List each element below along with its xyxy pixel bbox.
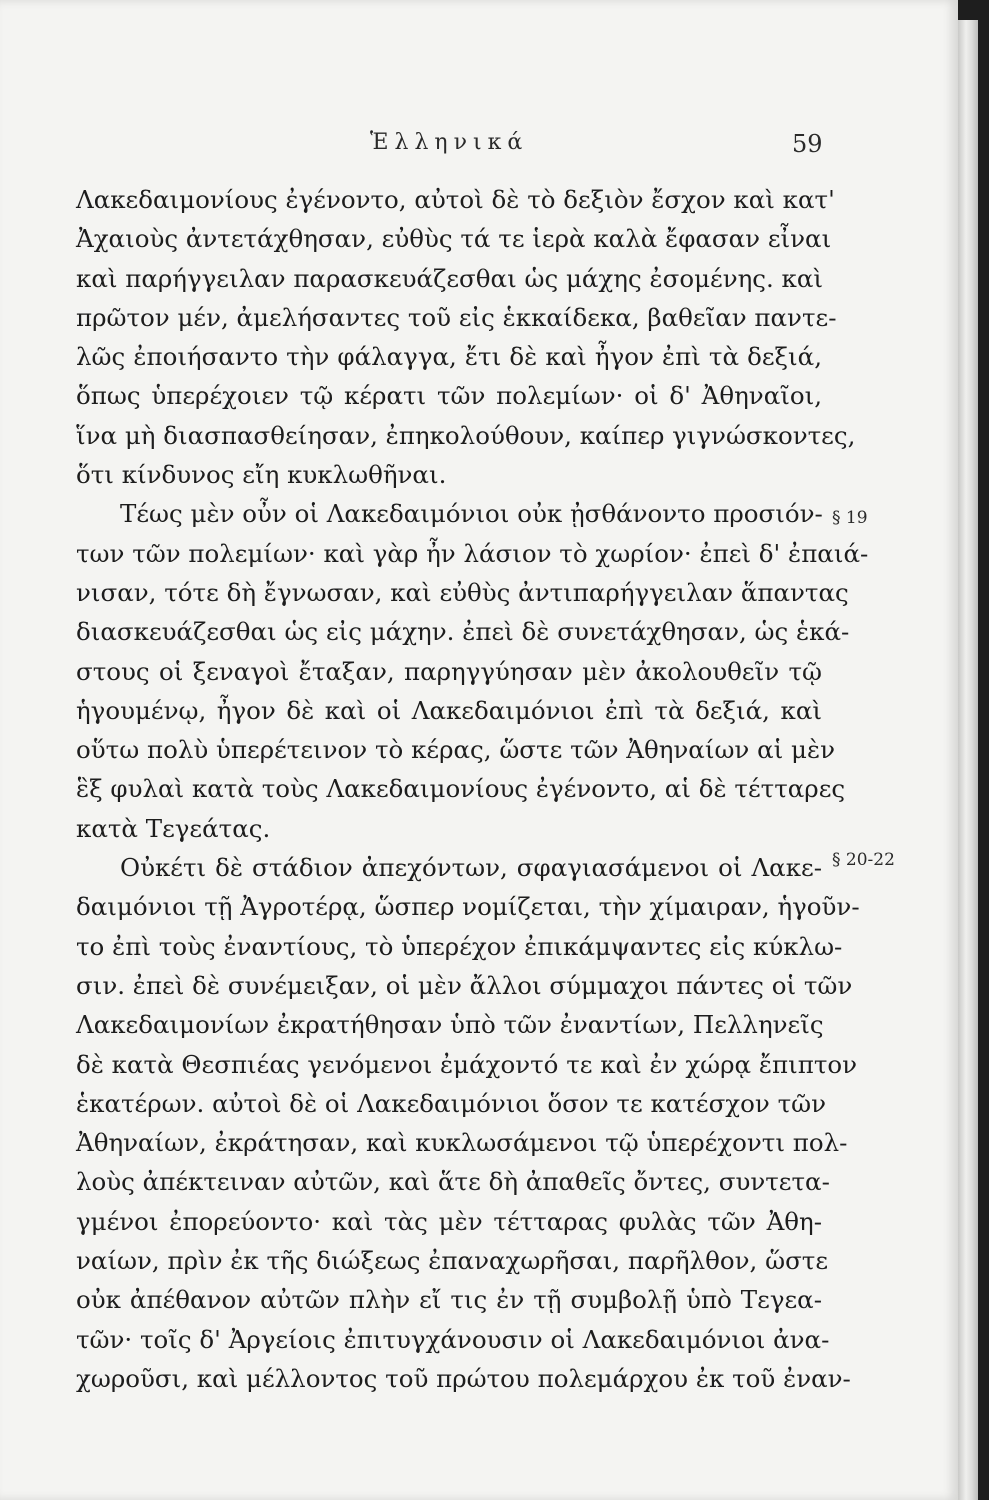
text-line: δαιμόνιοι τῇ Ἀγροτέρᾳ, ὥσπερ νομίζεται, τὴν χίμαιραν, ἡγοῦν- [76,892,860,922]
text-line: Λακεδαιμονίων ἐκρατήθησαν ὑπὸ τῶν ἐναντίων, Πελληνεῖς [76,1010,824,1040]
page-edge [958,20,978,1500]
text-line: οὕτω πολὺ ὑπερέτεινον τὸ κέρας, ὥστε τῶν Ἀθηναίων αἱ μὲν [76,735,836,765]
text-line: καὶ παρήγγειλαν παρασκευάζεσθαι ὡς μάχης ἐσομένης. καὶ [76,263,824,293]
text-line: δὲ κατὰ Θεσπιέας γενόμενοι ἐμάχοντό τε καὶ ἐν χώρᾳ ἔπιπτον [76,1049,858,1079]
running-head-title: Ἑλληνικά [370,130,529,155]
text-line: Ἀχαιοὺς ἀντετάχθησαν, εὐθὺς τά τε ἱερὰ καλὰ ἔφασαν εἶναι [76,224,832,254]
text-line: στους οἱ ξεναγοὶ ἔταξαν, παρηγγύησαν μὲν ἀκολουθεῖν τῷ [76,656,822,686]
text-line: γμένοι ἐπορεύοντο· καὶ τὰς μὲν τέτταρας φυλὰς τῶν Ἀθη- [76,1206,822,1236]
text-line: Ἀθηναίων, ἐκράτησαν, καὶ κυκλωσάμενοι τῷ ὑπερέχοντι πολ- [76,1128,848,1158]
text-line: ναίων, πρὶν ἐκ τῆς διώξεως ἐπαναχωρῆσαι, παρῆλθον, ὥστε [76,1246,829,1276]
text-line: Οὐκέτι δὲ στάδιον ἀπεχόντων, σφαγιασάμενοι οἱ Λακε- [120,853,822,883]
text-line: Τέως μὲν οὖν οἱ Λακεδαιμόνιοι οὐκ ᾐσθάνοντο προσιόν- [120,499,823,529]
text-line: ὅτι κίνδυνος εἴη κυκλωθῆναι. [76,460,447,490]
text-line: Λακεδαιμονίους ἐγένοντο, αὐτοὶ δὲ τὸ δεξιὸν ἔσχον καὶ κατ' [76,185,835,214]
text-line: ἓξ φυλαὶ κατὰ τοὺς Λακεδαιμονίους ἐγένοντο, αἱ δὲ τέτταρες [76,774,846,804]
text-line: κατὰ Τεγεάτας. [76,813,271,843]
text-line: τῶν· τοῖς δ' Ἀργείοις ἐπιτυγχάνουσιν οἱ Λακεδαιμόνιοι ἀνα- [76,1324,830,1354]
text-line: ἑκατέρων. αὐτοὶ δὲ οἱ Λακεδαιμόνιοι ὅσον τε κατέσχον τῶν [76,1088,827,1118]
text-line: χωροῦσι, καὶ μέλλοντος τοῦ πρώτου πολεμάρχου ἐκ τοῦ ἐναν- [76,1363,851,1393]
text-line: των τῶν πολεμίων· καὶ γὰρ ἦν λάσιον τὸ χωρίον· ἐπεὶ δ' ἐπαιά- [76,538,869,568]
text-line: ἵνα μὴ διασπασθείησαν, ἐπηκολούθουν, καίπερ γιγνώσκοντες, [76,420,856,450]
text-line: λοὺς ἀπέκτειναν αὐτῶν, καὶ ἅτε δὴ ἀπαθεῖς ὄντες, συντετα- [76,1167,830,1197]
text-line: ἡγουμένῳ, ἦγον δὲ καὶ οἱ Λακεδαιμόνιοι ἐπὶ τὰ δεξιά, καὶ [76,695,822,725]
margin-section-note: § 19 [832,508,868,528]
text-line: σιν. ἐπεὶ δὲ συνέμειξαν, οἱ μὲν ἄλλοι σύμμαχοι πάντες οἱ τῶν [76,970,853,1000]
running-head [0,130,958,170]
text-line: οὐκ ἀπέθανον αὐτῶν πλὴν εἴ τις ἐν τῇ συμβολῇ ὑπὸ Τεγεα- [76,1285,822,1315]
margin-section-note: § 20-22 [832,850,895,870]
text-line: νισαν, τότε δὴ ἔγνωσαν, καὶ εὐθὺς ἀντιπαρήγγειλαν ἅπαντας [76,577,849,607]
text-line: πρῶτον μέν, ἀμελήσαντες τοῦ εἰς ἑκκαίδεκα, βαθεῖαν παντε- [76,302,837,332]
page-number: 59 [792,130,823,158]
text-line: λῶς ἐποιήσαντο τὴν φάλαγγα, ἔτι δὲ καὶ ἦγον ἐπὶ τὰ δεξιά, [76,342,822,372]
text-line: ὅπως ὑπερέχοιεν τῷ κέρατι τῶν πολεμίων· οἱ δ' Ἀθηναῖοι, [76,381,822,411]
text-line: διασκευάζεσθαι ὡς εἰς μάχην. ἐπεὶ δὲ συνετάχθησαν, ὡς ἑκά- [76,617,850,647]
text-line: το ἐπὶ τοὺς ἐναντίους, τὸ ὑπερέχον ἐπικάμψαντες εἰς κύκλω- [76,931,843,961]
